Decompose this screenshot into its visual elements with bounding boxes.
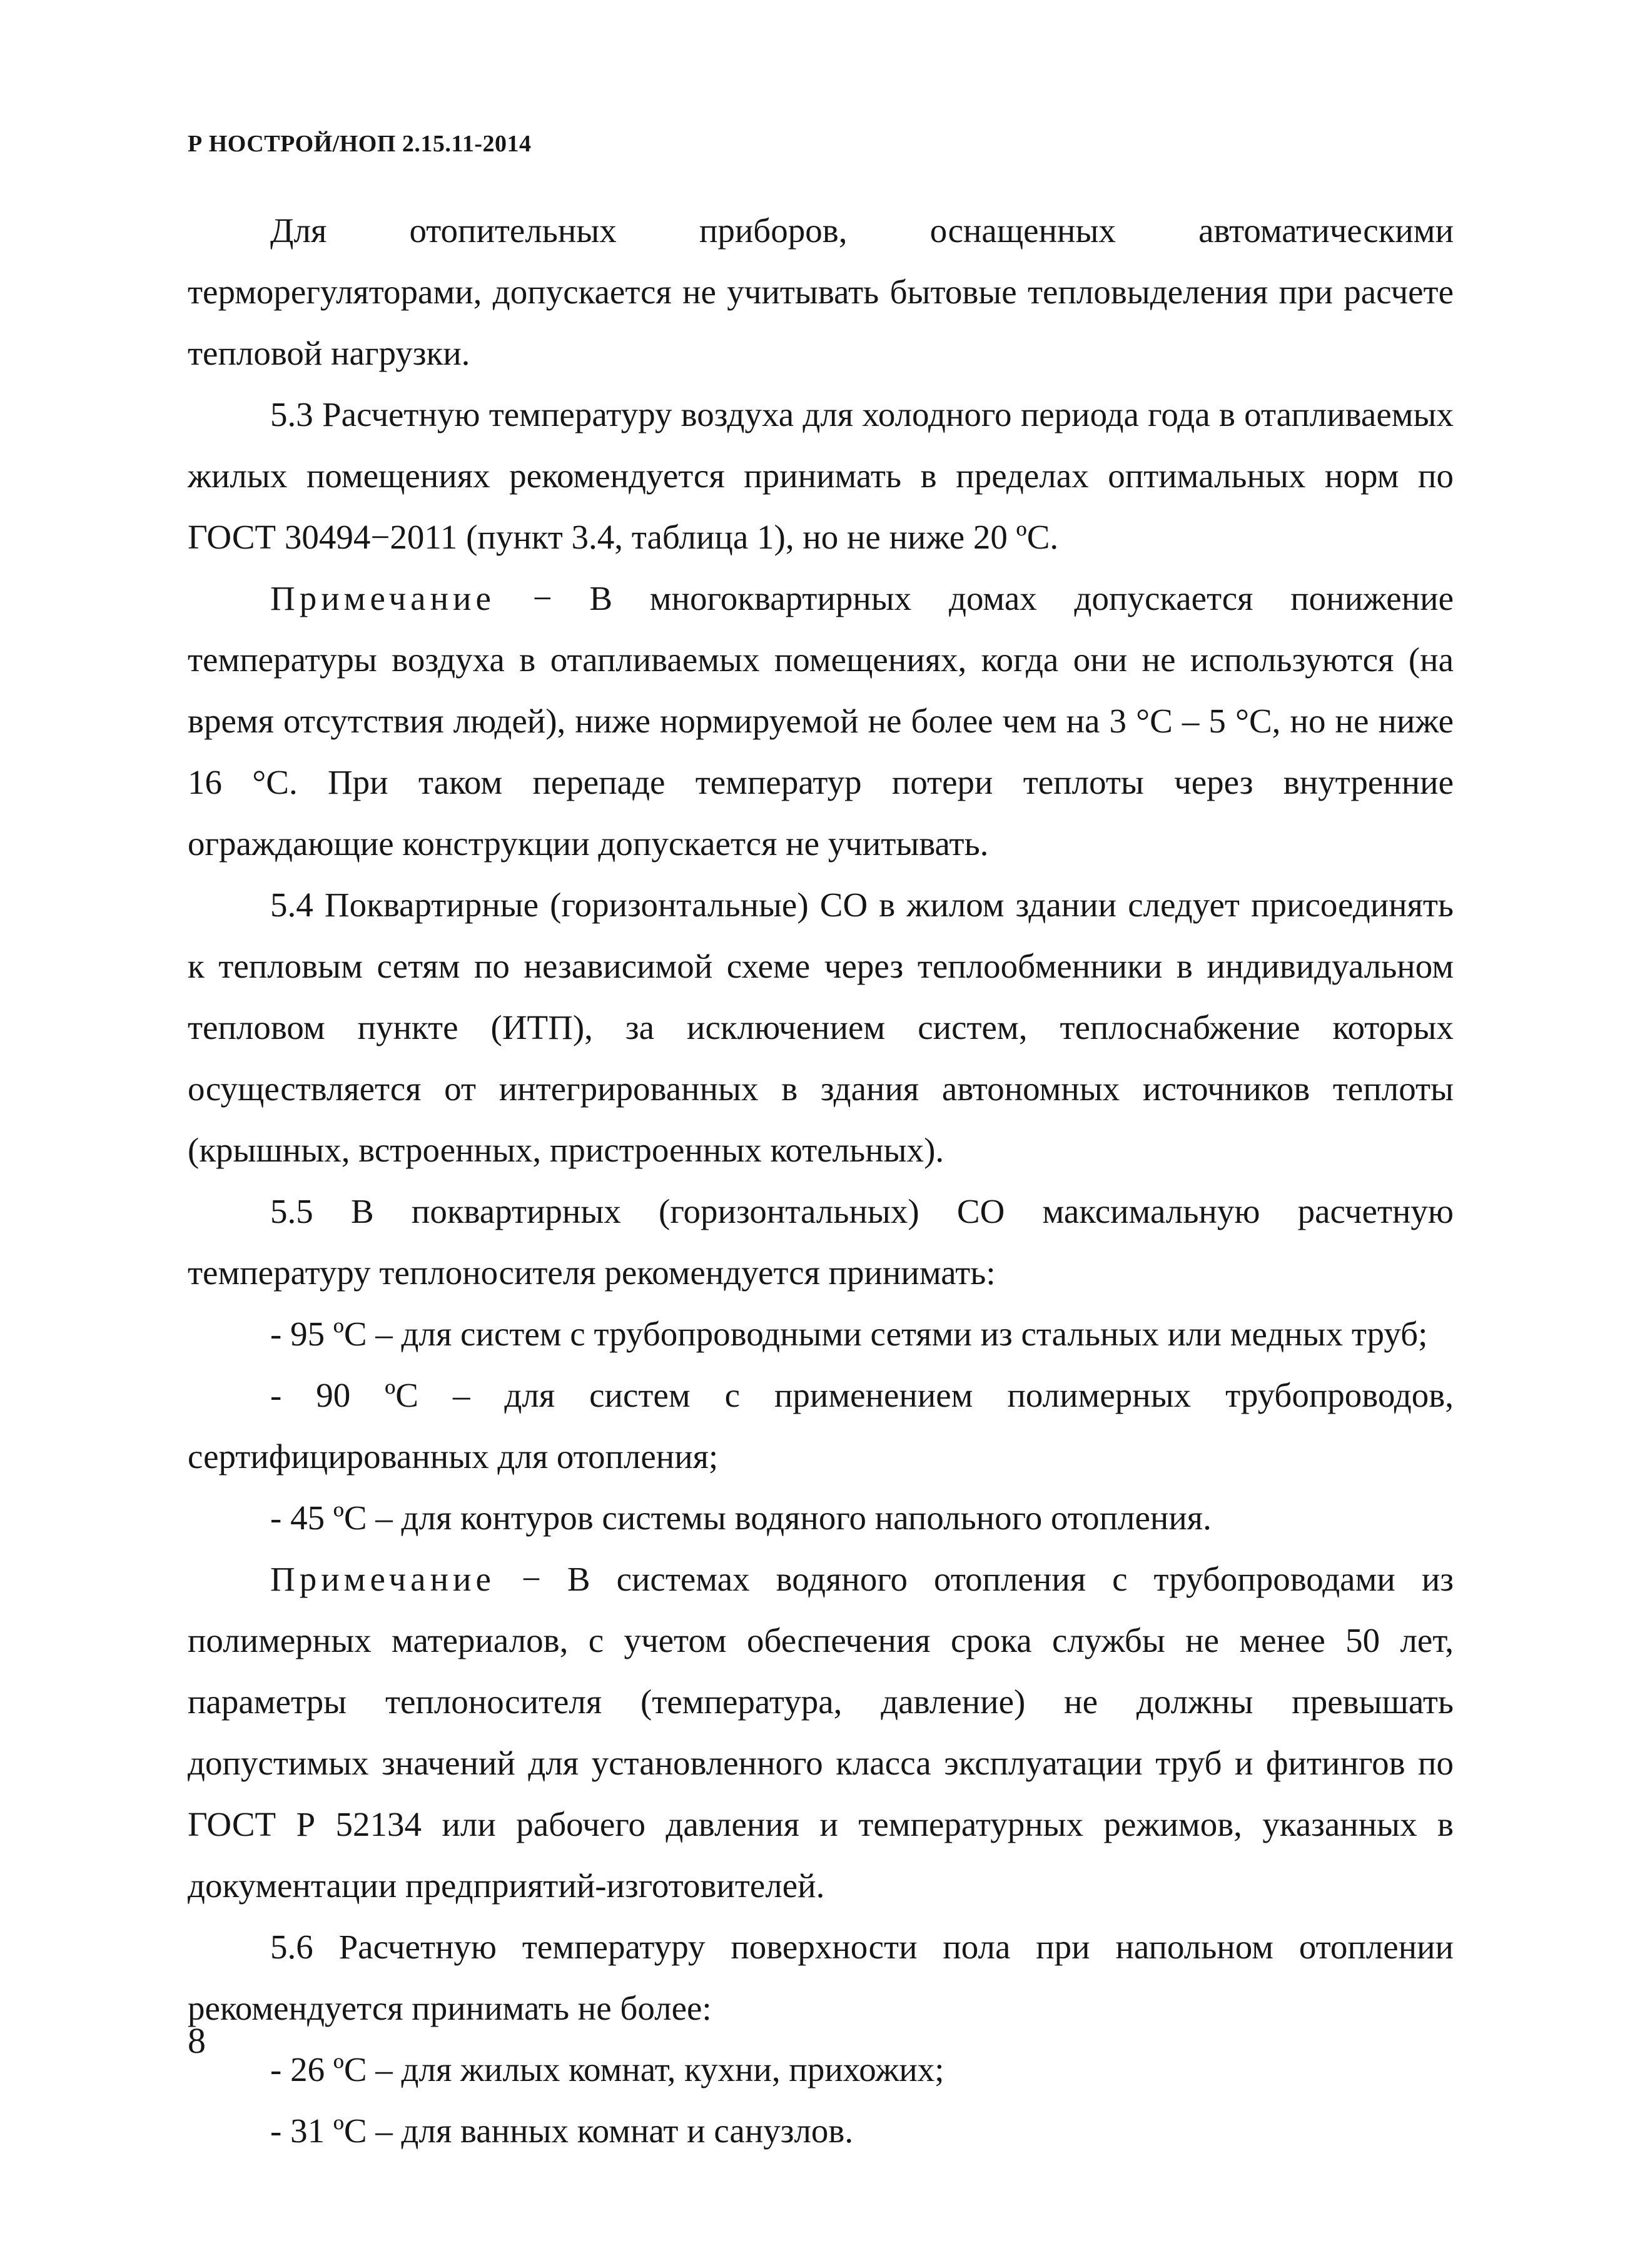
list-item-31c: - 31 ºС – для ванных комнат и санузлов.: [270, 2112, 854, 2150]
page-number: 8: [188, 2020, 206, 2061]
note-text: − В многоквартирных домах допускается понижение температуры воздуха в отапливаемых помещениях, когда они не используются (на время отсутствия людей), ниже нормируемой не более чем на 3 °С – 5 °С, но не ниже 16 °С. При таком перепаде температур потери теплоты через внутренние ограждающие конструкции допускается не учитывать.: [188, 579, 1454, 863]
note-label: Примечание: [270, 1560, 495, 1598]
paragraph-thermoregulators: Для отопительных приборов, оснащенных автоматическими терморегуляторами, допускается не учитывать бытовые тепловыделения при расчете тепловой нагрузки.: [188, 211, 1454, 372]
paragraph-5-6: 5.6 Расчетную температуру поверхности пола при напольном отоплении рекомендуется принимать не более:: [188, 1928, 1454, 2027]
list-item-26c: - 26 ºС – для жилых комнат, кухни, прихожих;: [270, 2050, 944, 2088]
list-item-90c: - 90 ºС – для систем с применением полимерных трубопроводов, сертифицированных для отопления;: [188, 1376, 1454, 1476]
note-text: − В системах водяного отопления с трубопроводами из полимерных материалов, с учетом обеспечения срока службы не менее 50 лет, параметры теплоносителя (температура, давление) не должны превышать допустимых значений для установленного класса эксплуатации труб и фитингов по ГОСТ Р 52134 или рабочего давления и температурных режимов, указанных в документации предприятий-изготовителей.: [188, 1560, 1454, 1905]
paragraph-5-4: 5.4 Поквартирные (горизонтальные) СО в жилом здании следует присоединять к тепловым сетям по независимой схеме через теплообменники в индивидуальном тепловом пункте (ИТП), за исключением систем, теплоснабжение которых осуществляется от интегрированных в здания автономных источников теплоты (крышных, встроенных, пристроенных котельных).: [188, 886, 1454, 1169]
paragraph-5-3: 5.3 Расчетную температуру воздуха для холодного периода года в отапливаемых жилых помещениях рекомендуется принимать в пределах оптимальных норм по ГОСТ 30494−2011 (пункт 3.4, таблица 1), но не ниже 20 ºС.: [188, 395, 1454, 556]
note-label: Примечание: [270, 579, 495, 617]
note-polymer-pipes: [188, 1549, 1454, 1916]
note-temperature-reduction: [188, 568, 1454, 874]
list-item-95c: - 95 ºС – для систем с трубопроводными сетями из стальных или медных труб;: [270, 1315, 1428, 1353]
page-body: [188, 200, 1454, 2162]
list-item-45c: - 45 ºС – для контуров системы водяного напольного отопления.: [270, 1499, 1212, 1537]
document-code-header: Р НОСТРОЙ/НОП 2.15.11-2014: [188, 131, 532, 157]
paragraph-5-5: 5.5 В поквартирных (горизонтальных) СО максимальную расчетную температуру теплоносителя рекомендуется принимать:: [188, 1192, 1454, 1292]
